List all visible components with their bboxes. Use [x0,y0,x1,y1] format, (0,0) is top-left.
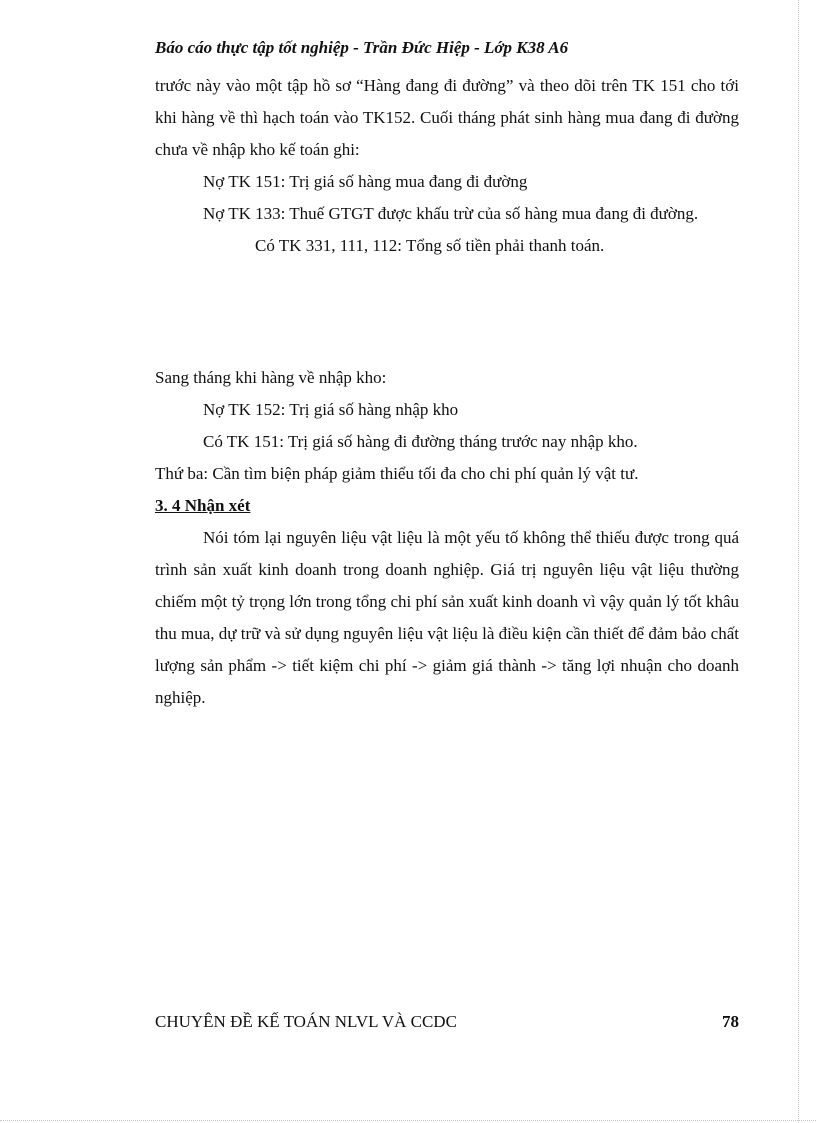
page-border-right [798,0,799,1123]
paragraph-thu-ba: Thứ ba: Cần tìm biện pháp giảm thiểu tối đa cho chi phí quản lý vật tư. [155,464,639,483]
paragraph-sang-thang: Sang tháng khi hàng về nhập kho: [155,368,387,387]
paragraph-nhan-xet: Nói tóm lại nguyên liệu vật liệu là một yếu tố không thể thiếu được trong quá trình sản xuất kinh doanh trong doanh nghiệp. Giá trị nguyên liệu vật liệu thường chiếm một tỷ trọng lớn trong tổng chi phí sản xuất kinh doanh vì vậy quản lý tốt khâu thu mua, dự trữ và sử dụng nguyên liệu vật liệu là điều kiện cần thiết để đảm bảo chất lượng sản phẩm -> tiết kiệm chi phí -> giảm giá thành -> tăng lợi nhuận cho doanh nghiệp. [155,528,739,707]
body-block-2 [155,362,739,714]
entry-co-tk331: Có TK 331, 111, 112: Tổng số tiền phải thanh toán. [255,236,605,255]
entry-co-tk151: Có TK 151: Trị giá số hàng đi đường tháng trước nay nhập kho. [203,432,638,451]
footer-title: CHUYÊN ĐỀ KẾ TOÁN NLVL VÀ CCDC [155,1012,457,1031]
entry-no-tk152: Nợ TK 152: Trị giá số hàng nhập kho [203,400,459,419]
paragraph-intro: trước này vào một tập hồ sơ “Hàng đang đi đường” và theo dõi trên TK 151 cho tới khi hàng về thì hạch toán vào TK152. Cuối tháng phát sinh hàng mua đang đi đường chưa về nhập kho kế toán ghi: [155,76,739,159]
entry-no-tk151: Nợ TK 151: Trị giá số hàng mua đang đi đường [203,172,528,191]
page-border-bottom [0,1120,816,1121]
page-header: Báo cáo thực tập tốt nghiệp - Trần Đức Hiệp - Lớp K38 A6 [155,38,569,57]
page-number: 78 [722,1012,739,1031]
entry-no-tk133: Nợ TK 133: Thuế GTGT được khấu trừ của số hàng mua đang đi đường. [203,204,699,223]
page-footer [155,1008,739,1036]
body-block-1 [155,70,739,262]
section-title-nhan-xet: 3. 4 Nhận xét [155,496,251,515]
